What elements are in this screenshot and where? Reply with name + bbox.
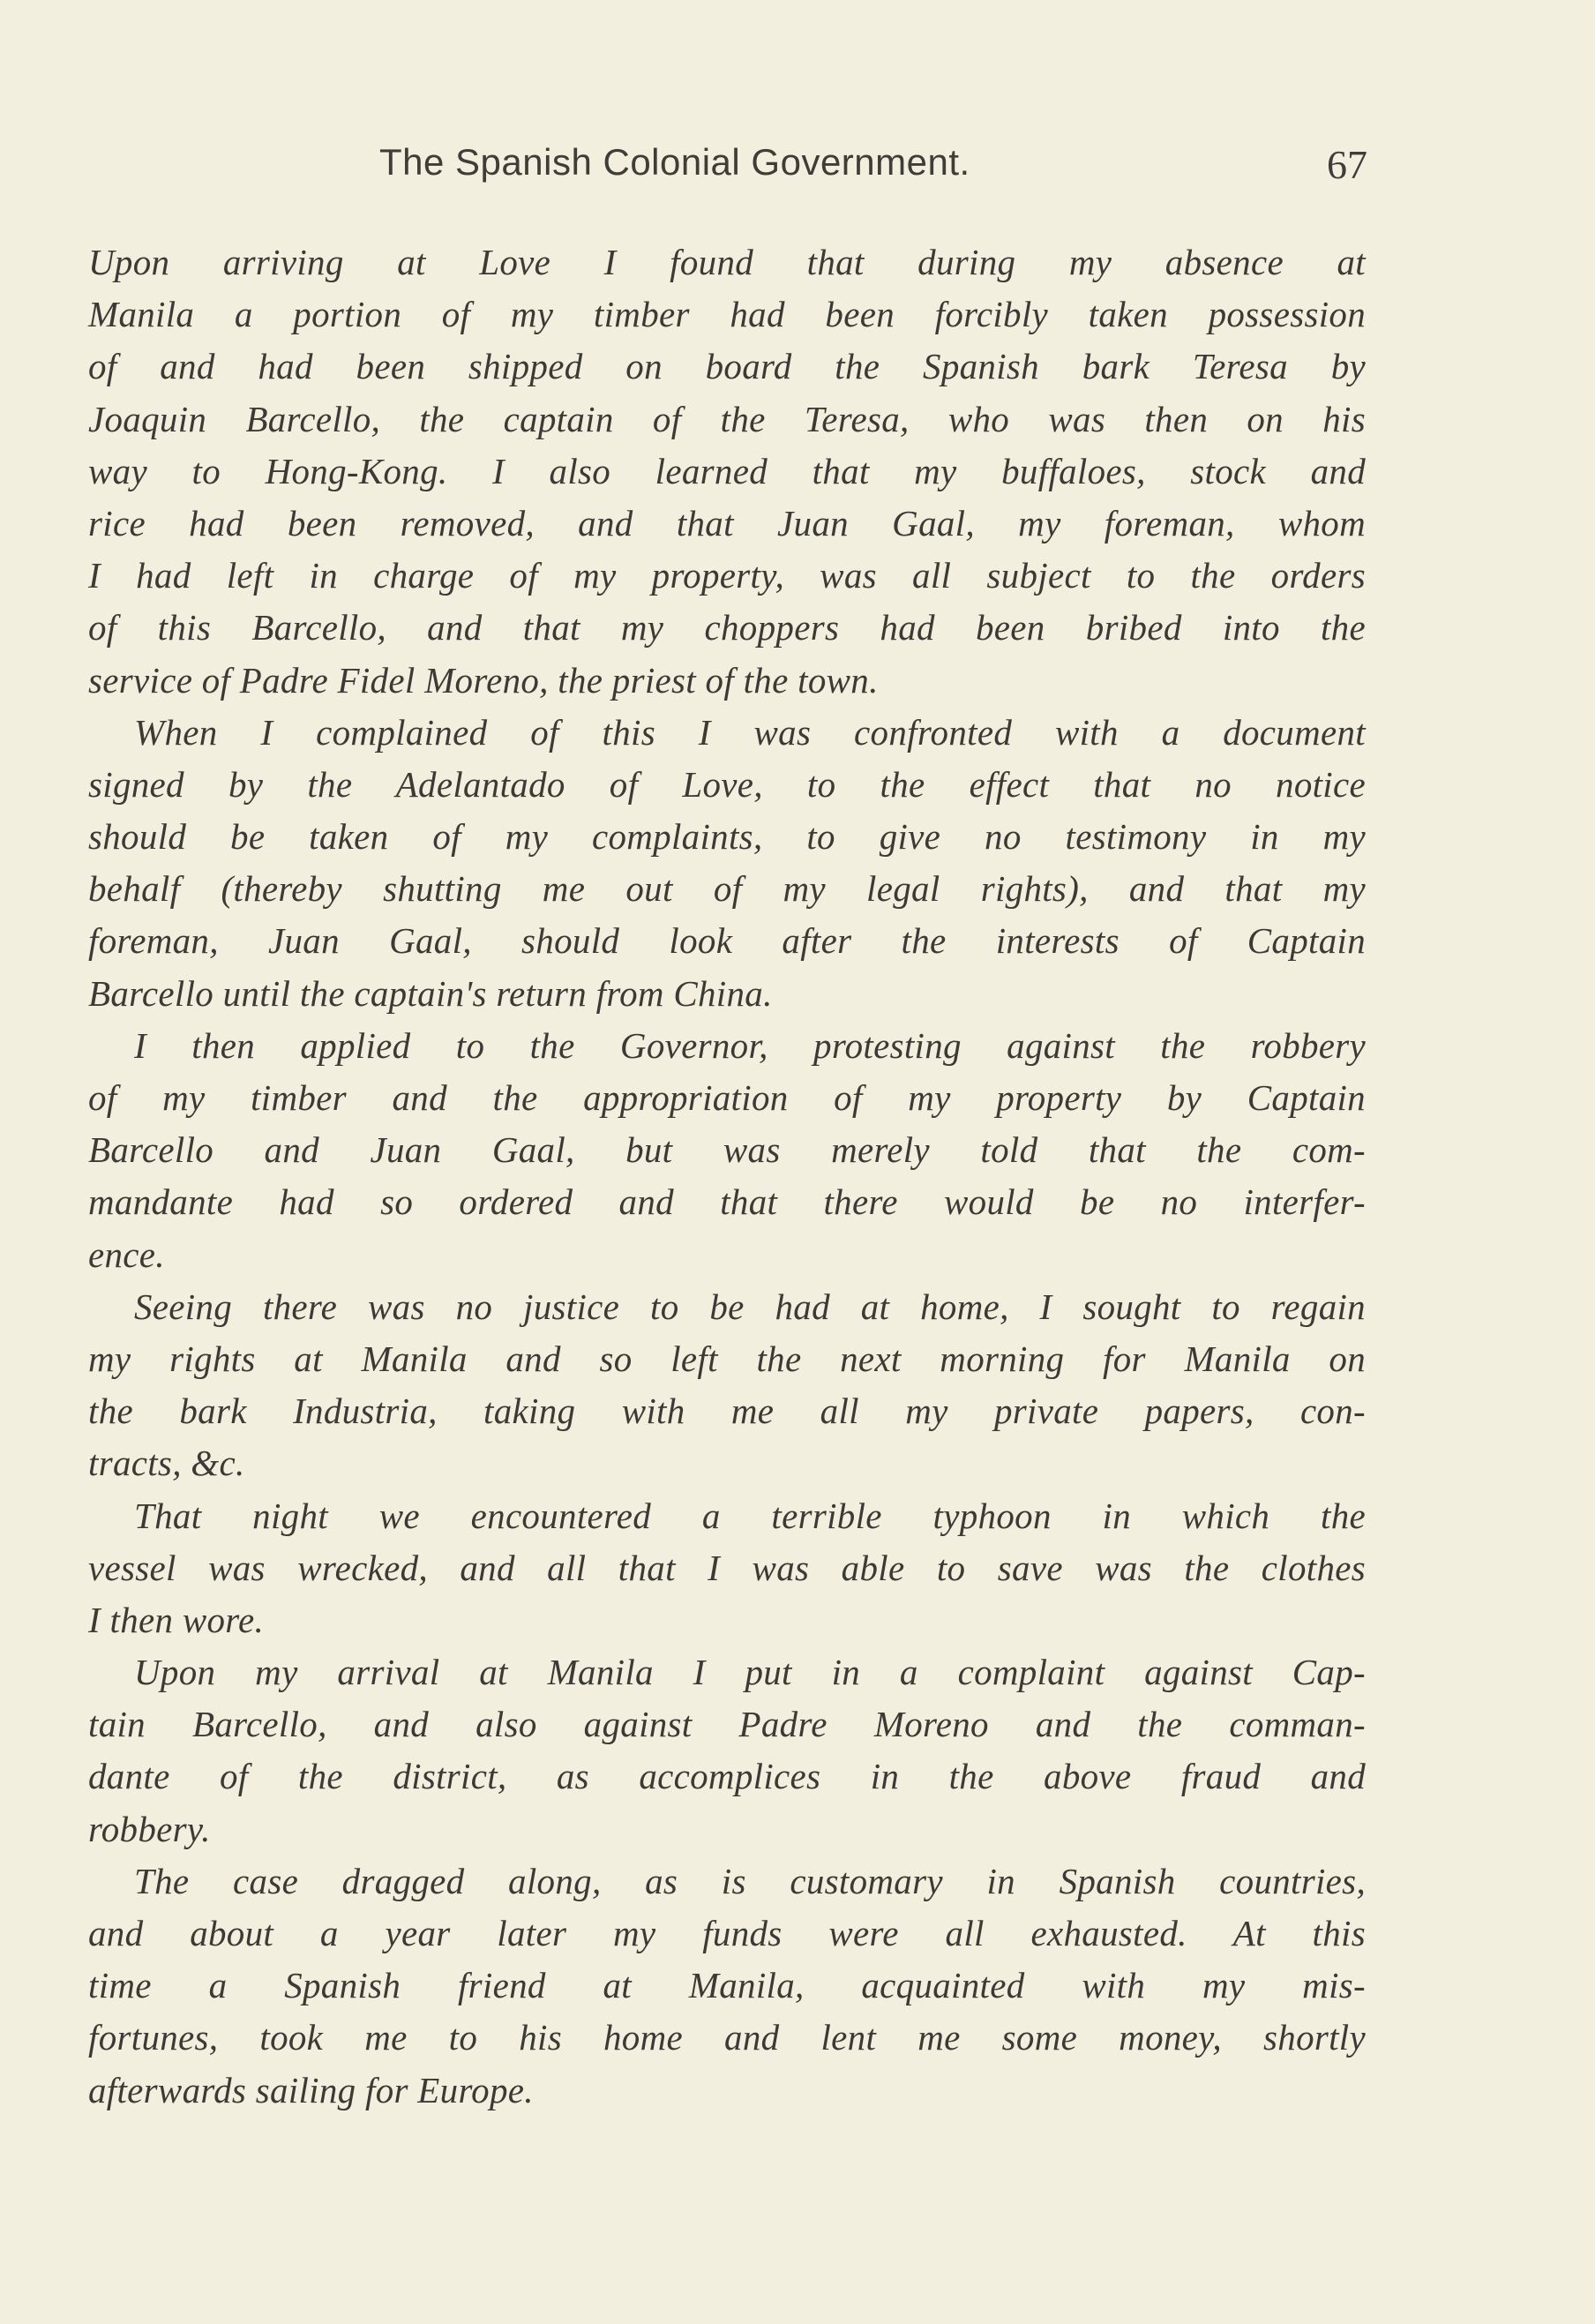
text-line: Barcello and Juan Gaal, but was merely told that the com- [88, 1129, 1366, 1171]
text-line: service of Padre Fidel Moreno, the priest of the town. [88, 659, 879, 701]
body-text [88, 236, 1366, 2117]
text-line: I had left in charge of my property, was all subject to the orders [88, 555, 1366, 596]
text-line: afterwards sailing for Europe. [88, 2069, 534, 2110]
text-line: of my timber and the appropriation of my property by Captain [88, 1077, 1366, 1118]
text-line: time a Spanish friend at Manila, acquainted with my mis- [88, 1965, 1366, 2006]
text-line: I then applied to the Governor, protesting against the robbery [134, 1024, 1366, 1066]
text-line: vessel was wrecked, and all that I was able to save was the clothes [88, 1547, 1366, 1588]
text-line: signed by the Adelantado of Love, to the effect that no notice [88, 763, 1366, 805]
paragraph [88, 1281, 1366, 1490]
text-line: of and had been shipped on board the Spanish bark Teresa by [88, 346, 1366, 387]
text-line: dante of the district, as accomplices in the above fraud and [88, 1756, 1366, 1797]
text-line: The case dragged along, as is customary in Spanish countries, [134, 1860, 1366, 1901]
text-line: Joaquin Barcello, the captain of the Teresa, who was then on his [88, 398, 1366, 439]
paragraph [88, 236, 1366, 707]
text-line: and about a year later my funds were all exhausted. At this [88, 1913, 1366, 1953]
paragraph [88, 1490, 1366, 1647]
text-line: tracts, &c. [88, 1443, 245, 1484]
text-line: Upon arriving at Love I found that during my absence at [88, 242, 1366, 282]
text-line: When I complained of this I was confronted with a document [134, 711, 1366, 753]
text-line: Manila a portion of my timber had been forcibly taken possession [88, 294, 1366, 335]
paragraph [88, 1646, 1366, 1855]
text-line: rice had been removed, and that Juan Gaal, my foreman, whom [88, 502, 1366, 544]
paragraph [88, 1020, 1366, 1281]
paragraph [88, 1855, 1366, 2117]
text-line: mandante had so ordered and that there would be no interfer- [88, 1181, 1366, 1223]
text-line: tain Barcello, and also against Padre Moreno and the comman- [88, 1704, 1366, 1745]
text-line: way to Hong-Kong. I also learned that my buffaloes, stock and [88, 450, 1366, 491]
running-title: The Spanish Colonial Government. [379, 141, 970, 183]
page-number: 67 [1327, 142, 1367, 187]
text-line: the bark Industria, taking with me all my private papers, con- [88, 1391, 1366, 1432]
text-line: Upon my arrival at Manila I put in a complaint against Cap- [134, 1652, 1366, 1693]
paragraph [88, 707, 1366, 1020]
text-line: foreman, Juan Gaal, should look after the interests of Captain [88, 920, 1366, 962]
text-line: behalf (thereby shutting me out of my legal rights), and that my [88, 868, 1366, 910]
text-line: That night we encountered a terrible typhoon in which the [134, 1495, 1366, 1536]
text-line: my rights at Manila and so left the next morning for Manila on [88, 1338, 1366, 1379]
running-head [379, 141, 1367, 194]
text-line: I then wore. [88, 1599, 265, 1640]
text-line: Seeing there was no justice to be had at home, I sought to regain [134, 1286, 1366, 1327]
text-line: should be taken of my complaints, to give no testimony in my [88, 816, 1366, 858]
text-line: ence. [88, 1233, 165, 1275]
text-line: fortunes, took me to his home and lent me some money, shortly [88, 2017, 1366, 2058]
text-line: Barcello until the captain's return from China. [88, 972, 773, 1014]
text-line: of this Barcello, and that my choppers had been bribed into the [88, 607, 1366, 648]
text-line: robbery. [88, 1808, 211, 1849]
